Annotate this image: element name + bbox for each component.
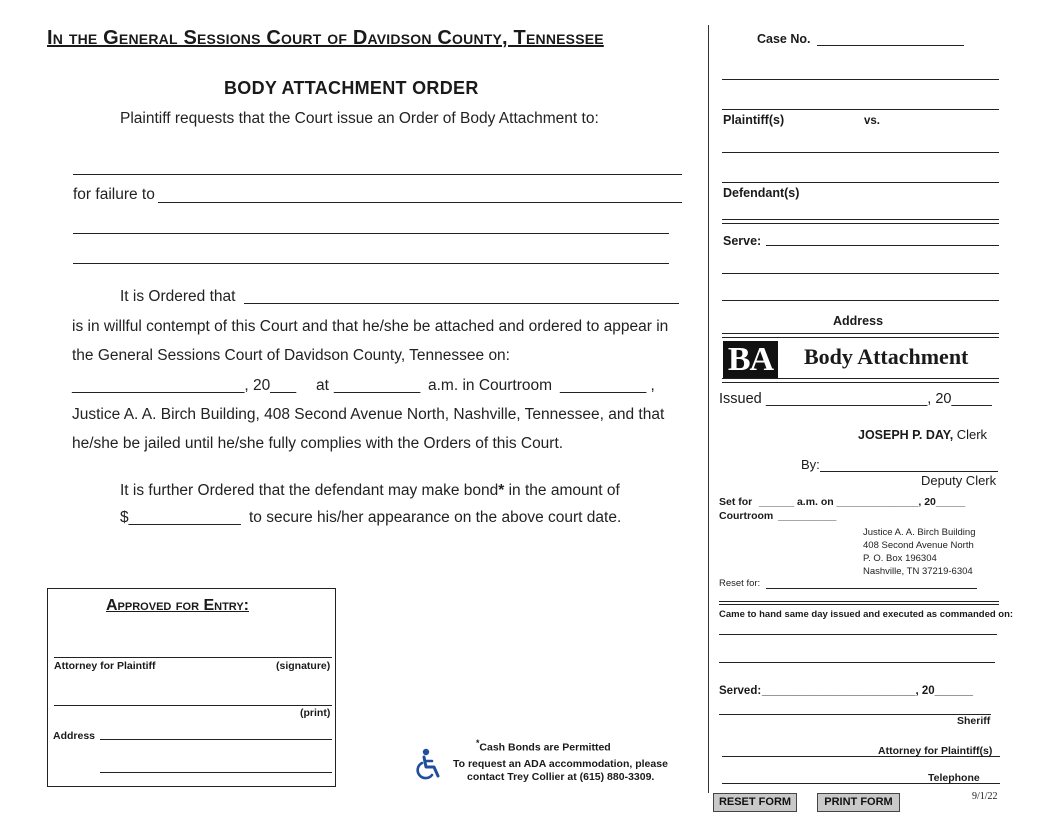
attorney-plaintiffs-label: Attorney for Plaintiff(s): [878, 745, 993, 757]
telephone-label: Telephone: [928, 772, 980, 784]
cash-bonds-note: [476, 738, 611, 754]
ordered-name-line[interactable]: [244, 303, 679, 304]
contempt-text: is in willful contempt of this Court and that he/she be attached and ordered to appear in: [72, 318, 669, 335]
by-label: By:: [801, 457, 820, 472]
ba-bottom-rule-1: [722, 378, 999, 379]
address-line-2[interactable]: [100, 772, 332, 773]
defendant-line-1[interactable]: [722, 152, 999, 153]
attorney-for-plaintiff-label: Attorney for Plaintiff: [54, 660, 156, 672]
vs-label: vs.: [864, 115, 880, 127]
building-pobox: P. O. Box 196304: [863, 553, 937, 564]
clerk-line: [858, 427, 987, 442]
plaintiff-line-1[interactable]: [722, 79, 999, 80]
defendant-line-2[interactable]: [722, 182, 999, 183]
panel-divider: [708, 25, 709, 793]
signature-label: (signature): [276, 660, 331, 672]
reset-for-line[interactable]: [766, 588, 977, 589]
print-form-button[interactable]: PRINT FORM: [817, 793, 900, 812]
execution-line-2[interactable]: [719, 662, 995, 663]
appearance-time-field[interactable]: __________: [334, 377, 421, 394]
court-title: In the General Sessions Court of Davidson County, Tennessee: [47, 27, 604, 49]
serve-divider-1: [722, 219, 999, 220]
issued-date-field[interactable]: ____________________, 20_____: [766, 391, 992, 407]
failure-reason-line-3[interactable]: [73, 263, 669, 264]
body-attachment-title: Body Attachment: [804, 344, 969, 369]
courthouse-address: [863, 526, 975, 578]
building-text: Justice A. A. Birch Building, 408 Second Avenue North, Nashville, Tennessee, and that: [72, 406, 665, 423]
ada-text-line-1: To request an ADA accommodation, please: [453, 758, 668, 770]
serve-line-3[interactable]: [722, 300, 999, 301]
at-label: at: [316, 377, 329, 394]
address-label: Address: [53, 730, 96, 742]
failure-reason-line-1[interactable]: [158, 202, 682, 203]
clerk-name: JOSEPH P. DAY,: [858, 428, 954, 442]
serve-line-2[interactable]: [722, 273, 999, 274]
building-city: Nashville, TN 37219-6304: [863, 566, 973, 577]
came-to-hand-text: Came to hand same day issued and executed as commanded on:: [719, 609, 1014, 620]
served-label: Served:: [719, 685, 762, 697]
plaintiff-label: Plaintiff(s): [723, 113, 785, 127]
serve-address-label: Address: [833, 314, 884, 328]
serve-divider-2: [722, 223, 999, 224]
address-line-1[interactable]: [100, 739, 332, 740]
defendant-name-line[interactable]: [73, 174, 682, 175]
attorney-signature-line[interactable]: [54, 657, 332, 658]
bond-purpose-text: to secure his/her appearance on the above court date.: [249, 509, 622, 526]
ba-logo: BA: [723, 341, 778, 379]
approved-title: Approved for Entry:: [106, 597, 249, 614]
serve-label: Serve:: [723, 234, 762, 248]
execution-line-1[interactable]: [719, 634, 997, 635]
building-name: Justice A. A. Birch Building: [863, 527, 976, 538]
sheriff-line[interactable]: [719, 714, 991, 715]
courtroom-label: Courtroom: [719, 510, 774, 522]
bond-text-end: in the amount of: [508, 482, 620, 499]
set-for-fields[interactable]: ______ a.m. on ______________, 20_____: [759, 496, 966, 508]
ba-top-rule-1: [722, 333, 999, 334]
cash-bonds-star: *: [476, 738, 480, 748]
sheriff-label: Sheriff: [957, 715, 991, 727]
defendant-label: Defendant(s): [723, 186, 800, 200]
reset-for-label: Reset for:: [719, 578, 761, 589]
bond-amount-field[interactable]: $_____________: [120, 509, 241, 526]
order-title: BODY ATTACHMENT ORDER: [224, 78, 479, 98]
form-version: 9/1/22: [972, 791, 998, 802]
building-street: 408 Second Avenue North: [863, 540, 974, 551]
case-no-label: Case No.: [757, 32, 811, 46]
issued-label: Issued: [719, 391, 762, 407]
ordered-that-label: It is Ordered that: [120, 288, 236, 305]
reset-form-button[interactable]: RESET FORM: [713, 793, 797, 812]
bond-star: *: [498, 482, 505, 499]
bond-text-start: It is further Ordered that the defendant may make bond: [120, 482, 499, 499]
case-no-field[interactable]: [817, 45, 964, 46]
jailed-text: he/she be jailed until he/she fully complies with the Orders of this Court.: [72, 435, 564, 452]
appearance-date-field[interactable]: ____________________, 20___: [72, 377, 297, 394]
am-courtroom-label: a.m. in Courtroom: [428, 377, 553, 394]
courtroom-field[interactable]: __________ ,: [560, 377, 655, 394]
approved-for-entry-box: [47, 588, 336, 787]
attorney-print-line[interactable]: [54, 705, 332, 706]
failure-reason-line-2[interactable]: [73, 233, 669, 234]
deputy-signature-line[interactable]: [820, 471, 998, 472]
deputy-clerk-label: Deputy Clerk: [921, 473, 997, 488]
ba-bottom-rule-2: [722, 382, 999, 383]
served-date-field[interactable]: ________________________, 20______: [762, 685, 974, 697]
cash-bonds-text: Cash Bonds are Permitted: [479, 741, 611, 754]
ada-text-line-2: contact Trey Collier at (615) 880-3309.: [467, 771, 655, 783]
serve-line-1[interactable]: [766, 245, 999, 246]
plaintiff-line-2[interactable]: [722, 109, 999, 110]
clerk-title: Clerk: [956, 427, 988, 442]
print-label: (print): [300, 707, 331, 719]
bond-text: [120, 482, 620, 500]
return-divider-1: [719, 601, 999, 602]
set-for-label: Set for: [719, 496, 753, 508]
request-text: Plaintiff requests that the Court issue an Order of Body Attachment to:: [120, 110, 599, 127]
ba-top-rule-2: [722, 337, 999, 338]
wheelchair-accessibility-icon: [414, 748, 442, 780]
for-failure-label: for failure to: [73, 186, 155, 203]
return-divider-2: [719, 604, 999, 605]
set-courtroom-field[interactable]: __________: [778, 510, 837, 522]
court-text: the General Sessions Court of Davidson County, Tennessee on:: [72, 347, 510, 364]
